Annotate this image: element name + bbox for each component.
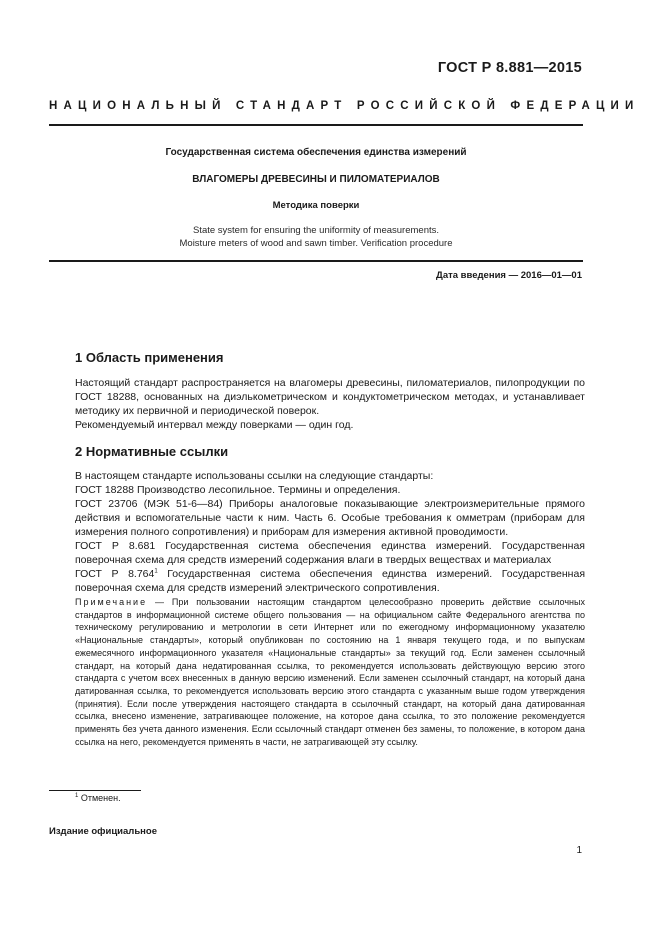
english-title [49,224,583,250]
system-title: Государственная система обеспечения единства измерений [165,147,467,158]
section-2-paragraph: ГОСТ 23706 (МЭК 51-6—84) Приборы аналоговые показывающие электроизмерительные прямого действия и вспомогательные части к ним. Часть 6. Особые требования к омметрам (приборам для измерения полного сопротивления) и приборам для измерения активной проводимости. [75,498,585,538]
top-divider [49,124,583,126]
section-2-paragraph: В настоящем стандарте использованы ссылки на следующие стандарты: [75,470,434,482]
section-2-paragraph: ГОСТ 18288 Производство лесопильное. Термины и определения. [75,484,401,496]
section-2-body [75,469,585,595]
english-title-line-1: State system for ensuring the uniformity of measurements. [192,225,440,236]
national-standard-heading: НАЦИОНАЛЬНЫЙ СТАНДАРТ РОССИЙСКОЙ ФЕДЕРАЦИИ [49,100,640,112]
section-1-paragraph: Рекомендуемый интервал между поверками — один год. [75,419,354,431]
document-title: ВЛАГОМЕРЫ ДРЕВЕСИНЫ И ПИЛОМАТЕРИАЛОВ [192,174,440,185]
footnote-divider [49,790,141,791]
official-edition-label: Издание официальное [49,826,157,837]
english-title-line-2: Moisture meters of wood and sawn timber. Verification procedure [179,238,453,249]
page-number: 1 [576,845,582,856]
section-1-body [75,376,585,432]
reference-text: Государственная система обеспечения единства измерений. Государственная поверочная схема для средств измерений электрического сопротивления. [75,568,586,594]
title-divider [49,260,583,262]
introduction-date: Дата введения — 2016—01—01 [436,270,582,281]
note-text: — При пользовании настоящим стандартом целесообразно проверить действие ссылочных стандартов в информационной системе общего пользования — на официальном сайте Федерального агентства по техническому регулированию и метрологии в сети Интернет или по ежегодному информационному указателю «Национальные стандарты», который опубликован по состоянию на 1 января текущего года, и по выпускам ежемесячного информационного указателя «Национальные стандарты» за текущий год. Если заменен ссылочный стандарт, на который дана недатированная ссылка, то рекомендуется использовать действующую версию этого стандарта с учетом всех внесенных в данную версию изменений. Если заменен ссылочный стандарт, на который дана датированная ссылка, то рекомендуется использовать версию этого стандарта с указанным выше годом утверждения (принятия). Если после утверждения настоящего стандарта в ссылочный стандарт, на который дана датированная ссылка, внесено изменение, затрагивающее положение, на которое дана ссылка, то это положение рекомендуется применять без учета данного изменения. Если ссылочный стандарт отменен без замены, то положение, в котором дана ссылка на него, рекомендуется применять в части, не затрагивающей эту ссылку. [75,597,585,747]
footnote-marker: 1 [154,568,158,575]
document-code: ГОСТ Р 8.881—2015 [437,60,582,76]
reference-code: ГОСТ Р 8.764 [75,568,155,580]
section-2-paragraph: ГОСТ Р 8.681 Государственная система обеспечения единства измерений. Государственная поверочная схема для средств измерений содержания влаги в твердых веществах и материалах [75,540,585,566]
footnote [75,793,121,803]
section-2-paragraph [75,567,585,595]
footnote-text: Отменен. [78,793,121,803]
document-subtitle: Методика поверки [272,200,360,211]
section-2-heading: 2 Нормативные ссылки [75,444,229,459]
section-1-heading: 1 Область применения [75,350,224,365]
footnote-mark: 1 [75,793,79,799]
note-label: Примечание [75,597,148,607]
note-block [75,596,585,748]
section-1-paragraph: Настоящий стандарт распространяется на влагомеры древесины, пиломатериалов, пилопродукции по ГОСТ 18288, основанных на диэлькометрическом и кондуктометрическом методах, и устанавливает методику их первичной и периодической поверок. [75,377,585,417]
